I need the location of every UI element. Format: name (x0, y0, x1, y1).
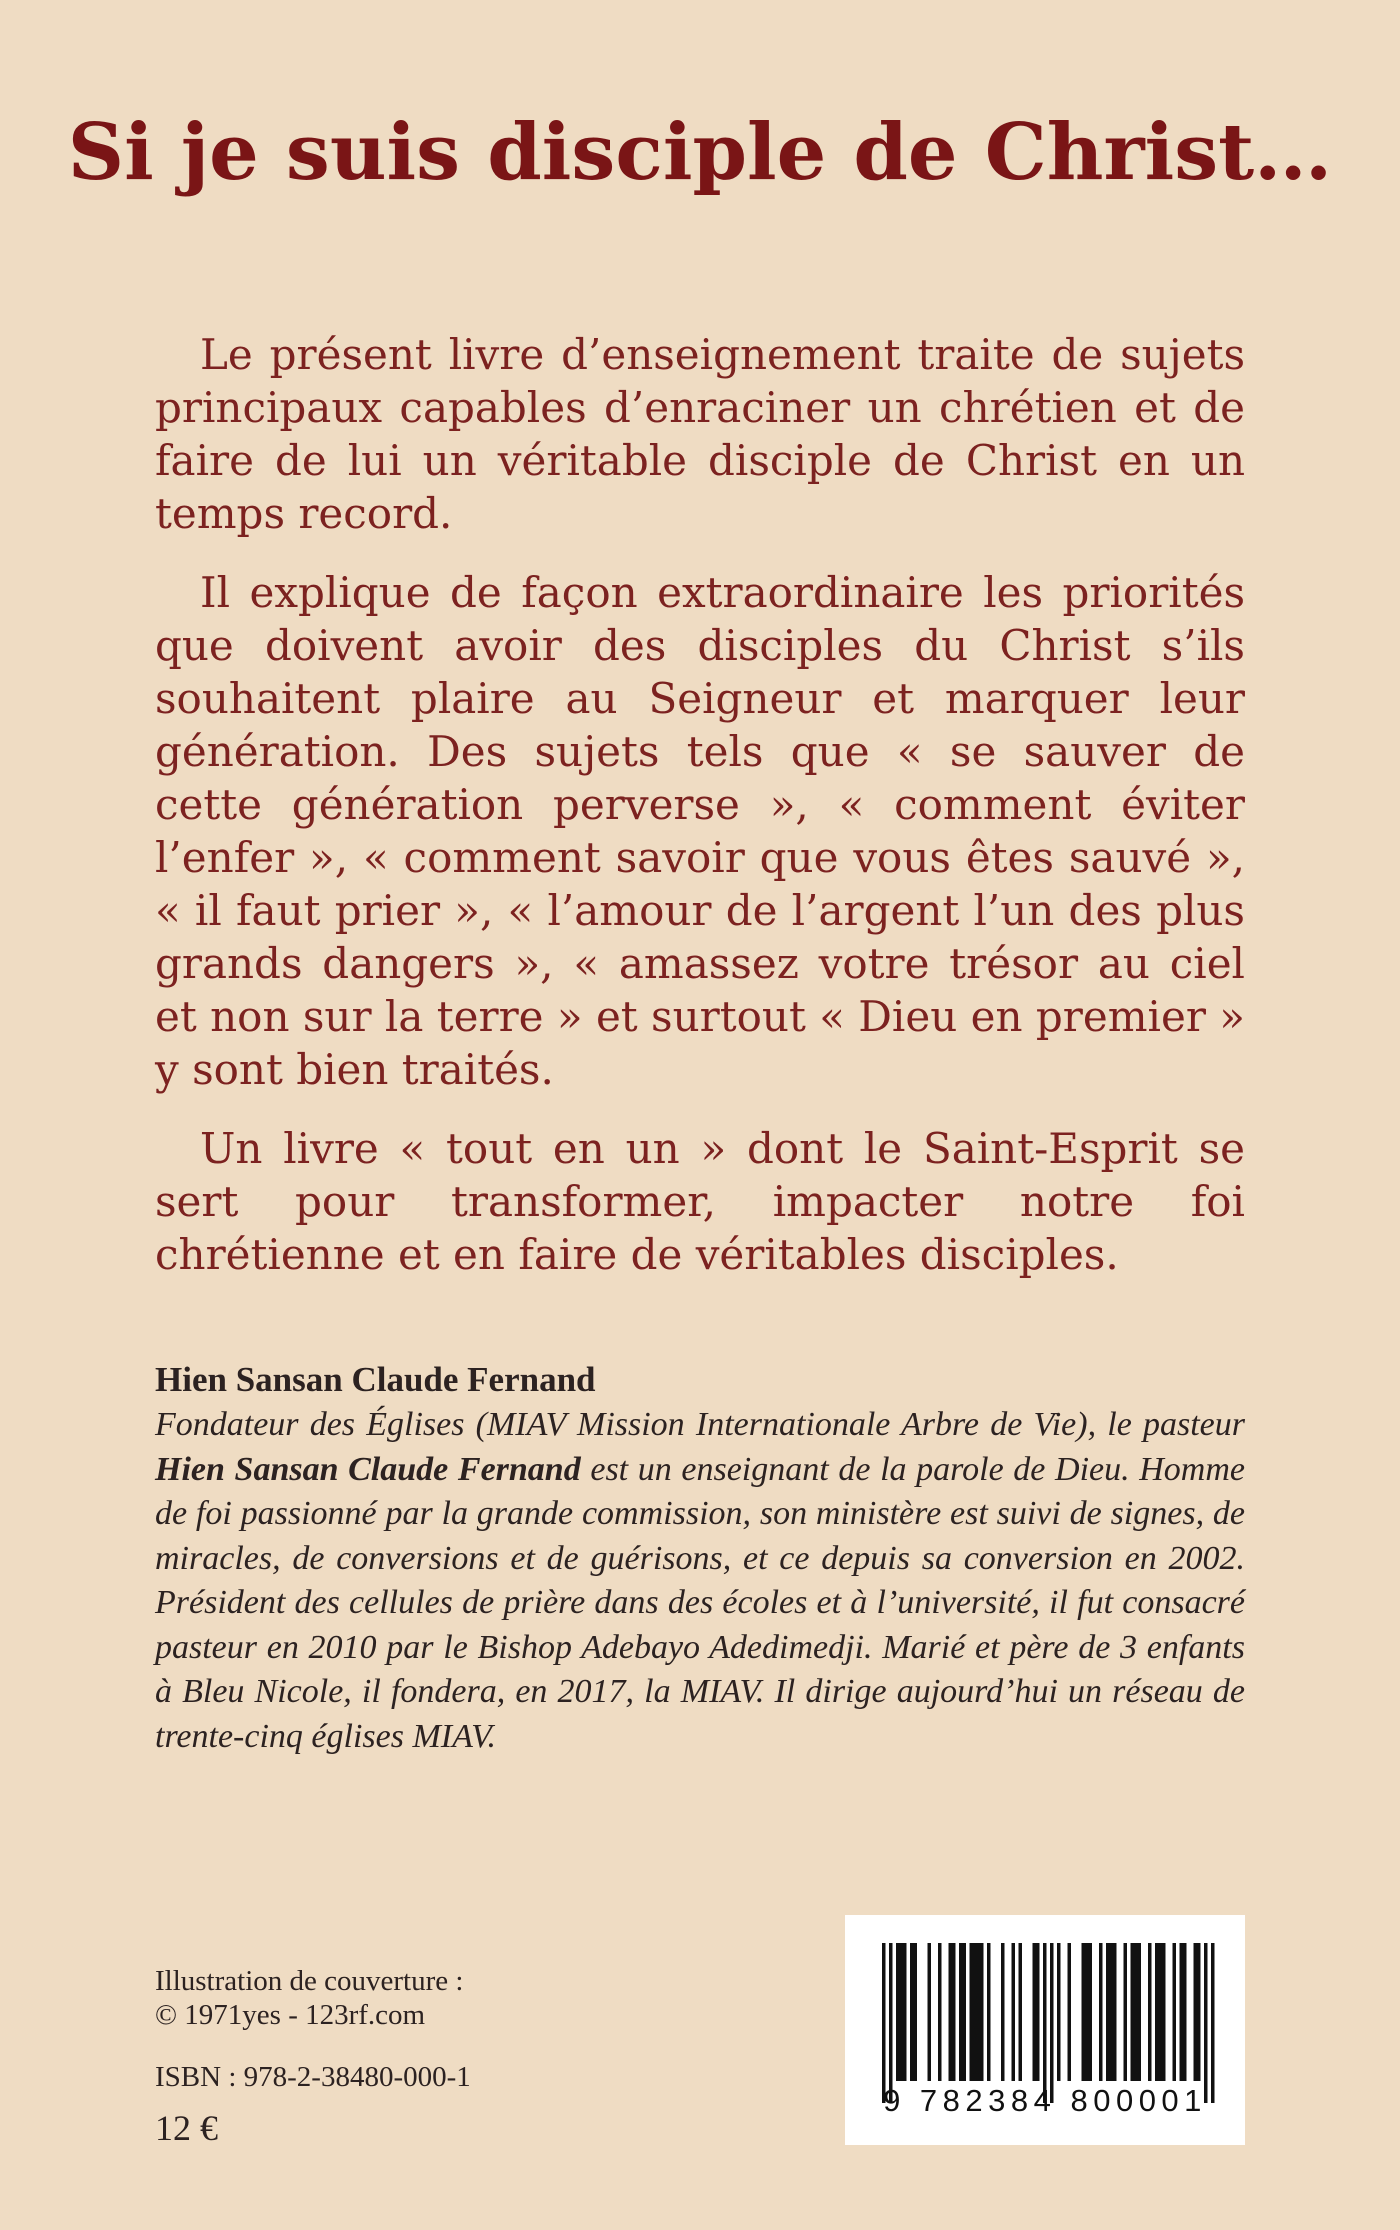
price: 12 € (155, 2108, 218, 2148)
author-bio-name: Hien Sansan Claude Fernand (155, 1450, 581, 1488)
barcode-bar (1134, 1943, 1138, 2081)
barcode-bar (1138, 1943, 1142, 2081)
barcode-bar (987, 1943, 991, 2081)
barcode-digits: 9 782384 800001 (883, 2083, 1207, 2118)
barcode-bar (952, 1943, 956, 2081)
barcode-bar (949, 1943, 953, 2081)
barcode-bar (1082, 1943, 1086, 2081)
blurb-paragraph-3: Un livre « tout en un » dont le Saint-Esprit se sert pour transformer, impacter notre foi chrétienne et en faire de véritables disciples. (155, 1124, 1245, 1279)
barcode-bar (1012, 1943, 1016, 2081)
blurb (155, 328, 1245, 1307)
barcode (845, 1915, 1245, 2145)
barcode-bar (1211, 1943, 1215, 2103)
barcode-bar (1159, 1943, 1163, 2081)
barcode-bar (928, 1943, 932, 2081)
barcode-bar (1204, 1943, 1208, 2103)
barcode-bar (1173, 1943, 1177, 2081)
barcode-bar (896, 1943, 900, 2081)
barcode-bar (1099, 1943, 1103, 2081)
barcode-bar (1036, 1943, 1040, 2081)
barcode-bar (1180, 1943, 1184, 2081)
barcode-bar (977, 1943, 981, 2081)
barcode-bar (889, 1943, 893, 2103)
barcode-bar (959, 1943, 963, 2081)
barcode-bar (1197, 1943, 1201, 2081)
barcode-bar (1089, 1943, 1093, 2081)
barcode-bar (1183, 1943, 1187, 2081)
author-bio-intro: Fondateur des Églises (MIAV Mission Internationale Arbre de Vie), le pasteur (155, 1406, 1245, 1443)
barcode-bar (900, 1943, 904, 2081)
barcode-bar (980, 1943, 984, 2081)
cover-credits (155, 1964, 755, 2032)
barcode-bar (1057, 1943, 1061, 2081)
blurb-paragraph-2: Il explique de façon extraordinaire les priorités que doivent avoir des disciples du Christ s’ils souhaitent plaire au Seigneur et marquer leur génération. Des sujets tels que « se sauver de cette génération perverse », « comment éviter l’enfer », « comment savoir que vous êtes sauvé », « il faut prier », « l’amour de l’argent l’un des plus grands dangers », « amassez votre trésor au ciel et non sur la terre » et surtout « Dieu en premier » y sont bien traités. (155, 568, 1245, 1094)
isbn: ISBN : 978-2-38480-000-1 (155, 2061, 471, 2093)
barcode-bar (1033, 1943, 1037, 2081)
author-name: Hien Sansan Claude Fernand (155, 1360, 596, 1399)
barcode-bar (1162, 1943, 1166, 2081)
author-bio (155, 1403, 1245, 1759)
barcode-bar (973, 1943, 977, 2081)
barcode-bar (1068, 1943, 1072, 2081)
barcode-bar (1110, 1943, 1114, 2081)
barcode-bar (903, 1943, 907, 2081)
barcode-bar (910, 1943, 914, 2081)
author-section (155, 1357, 1245, 1759)
barcode-bar (1106, 1943, 1110, 2081)
barcode-bar (970, 1943, 974, 2081)
barcode-bar (1001, 1943, 1005, 2081)
barcode-bar (1043, 1943, 1047, 2103)
barcode-bar (914, 1943, 918, 2081)
barcode-bar (1050, 1943, 1054, 2103)
credits-source: © 1971yes - 123rf.com (155, 1999, 426, 2031)
barcode-bar (1085, 1943, 1089, 2081)
author-bio-rest: est un enseignant de la parole de Dieu. Homme de foi passionné par la grande commission, son ministère est suivi de signes, de miracles, de conversions et de guérisons, et ce depuis sa conversion en 2002. Président des cellules de prière dans des écoles et à l’université, il fut consacré pasteur en 2010 par le Bishop Adebayo Adedimedji. Marié et père de 3 enfants à Bleu Nicole, il fondera, en 2017, la MIAV. Il dirige aujourd’hui un réseau de trente-cinq églises MIAV. (155, 1450, 1246, 1755)
credits-label: Illustration de couverture : (155, 1965, 464, 1997)
barcode-bar (1148, 1943, 1152, 2081)
barcode-bar (1155, 1943, 1159, 2081)
barcode-bar (882, 1943, 886, 2103)
barcode-bar (1113, 1943, 1117, 2081)
barcode-bar (1194, 1943, 1198, 2081)
barcode-bar (963, 1943, 967, 2081)
barcode-bar (1019, 1943, 1023, 2081)
book-title: Si je suis disciple de Christ… (67, 107, 1333, 198)
blurb-paragraph-1: Le présent livre d’enseignement traite de sujets principaux capables d’enraciner un chrétien et de faire de lui un véritable disciple de Christ en un temps record. (155, 330, 1245, 538)
barcode-bar (938, 1943, 942, 2081)
barcode-bar (1131, 1943, 1135, 2081)
barcode-bar (1124, 1943, 1128, 2081)
